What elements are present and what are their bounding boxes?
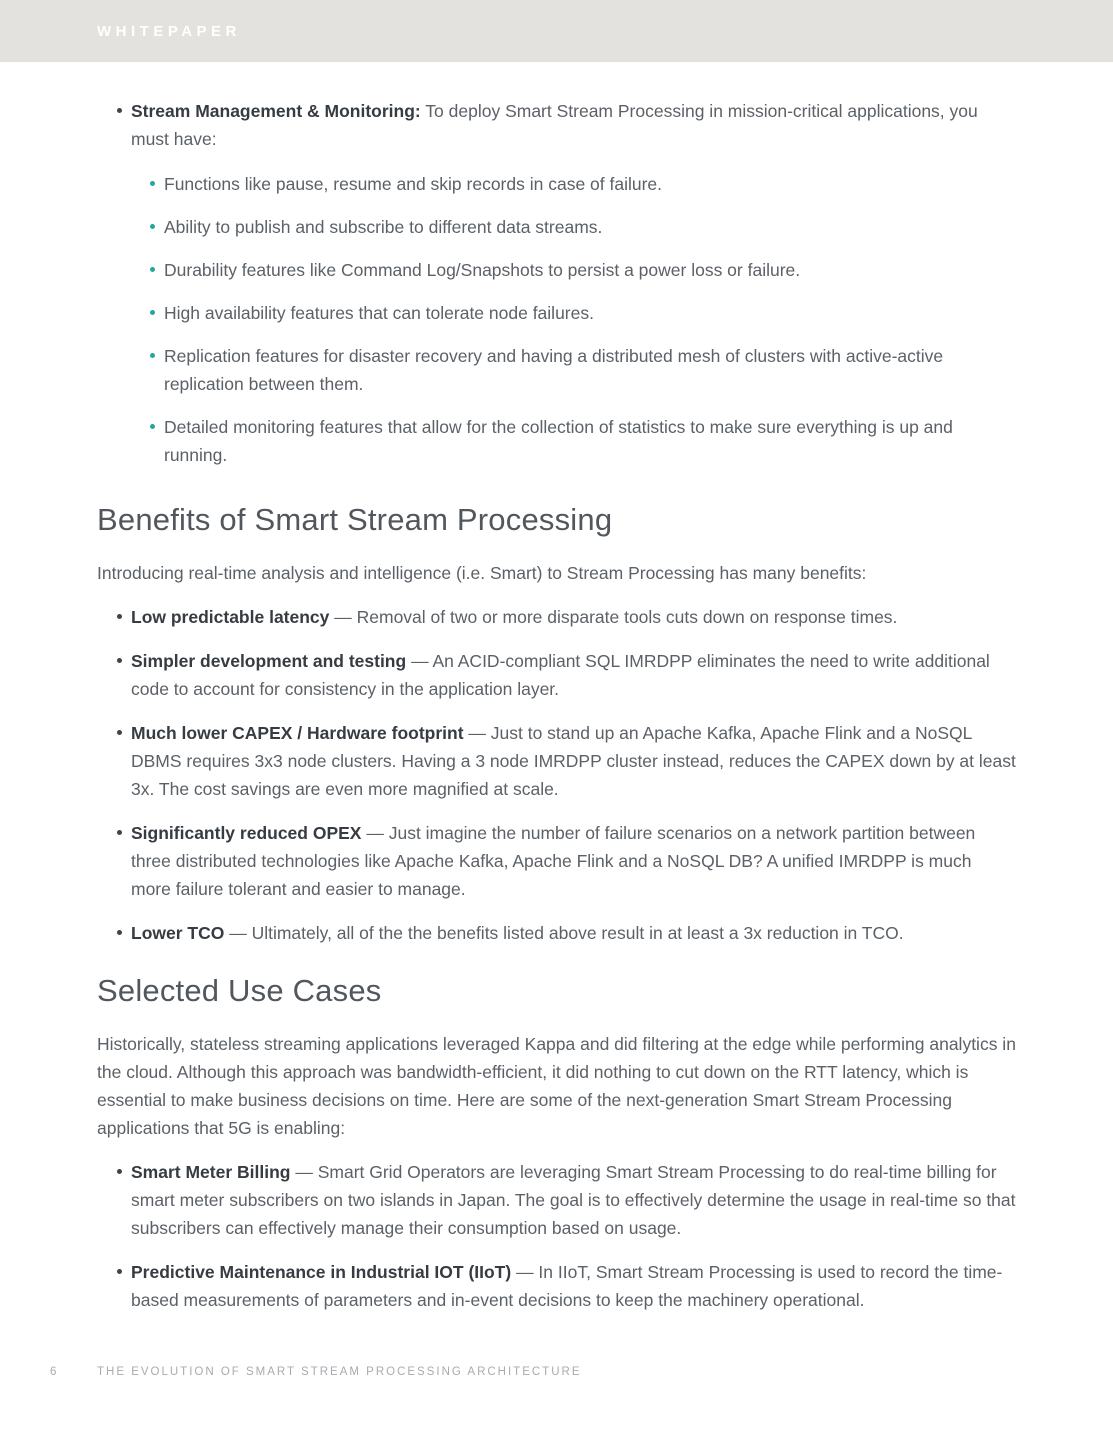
list-item-lead: Low predictable latency [131,607,330,627]
list-item [97,647,1016,703]
list-item-text [131,647,1016,703]
list-item-body: — Smart Grid Operators are leveraging Smart Stream Processing to do real-time billing for smart meter subscribers on two islands in Japan. The goal is to effectively determine the usage in real-time so that subscribers can effectively manage their consumption based on usage. [131,1162,1016,1238]
list-item-lead: Stream Management & Monitoring: [131,101,421,121]
section-heading-benefits: Benefits of Smart Stream Processing [97,502,613,537]
footer-title: THE EVOLUTION OF SMART STREAM PROCESSING ARCHITECTURE [97,1366,582,1378]
bullet-icon [117,108,122,113]
list-item [131,413,1016,469]
list-item [97,1258,1016,1314]
use-cases-intro: Historically, stateless streaming applications leveraged Kappa and did filtering at the edge while performing analytics in the cloud. Although this approach was bandwidth-efficient, it did nothing to cut down on the RTT latency, which is essential to make business decisions on time. Here are some of the next-generation Smart Stream Processing applications that 5G is enabling: [97,1034,1016,1138]
bullet-icon [117,1269,122,1274]
list-item-text: Ability to publish and subscribe to different data streams. [164,217,603,237]
list-item [97,97,1016,484]
list-item [97,819,1016,903]
bullet-icon [150,224,155,229]
list-item-paragraph [131,97,1016,153]
list-item-lead: Smart Meter Billing [131,1162,291,1182]
list-item-body: To deploy Smart Stream Processing in mission-critical applications, you must have: [131,101,978,149]
list-item [131,299,1016,327]
bullet-icon [150,181,155,186]
list-item-body: — Removal of two or more disparate tools cuts down on response times. [329,607,898,627]
list-item [131,213,1016,241]
list-item-text [131,97,1016,484]
page-content [0,62,1113,1314]
list-item-body: — In IIoT, Smart Stream Processing is used to record the time-based measurements of parameters and in-event decisions to keep the machinery operational. [131,1262,1003,1310]
list-item-text: Functions like pause, resume and skip records in case of failure. [164,174,663,194]
section-heading-use-cases: Selected Use Cases [97,973,382,1008]
list-item-text [131,1258,1016,1314]
benefits-intro: Introducing real-time analysis and intelligence (i.e. Smart) to Stream Processing has many benefits: [97,563,867,583]
bullet-icon [150,424,155,429]
bullet-icon [150,267,155,272]
list-item-lead: Lower TCO [131,923,225,943]
stream-management-sub-list [131,170,1016,469]
bullet-icon [117,614,122,619]
list-item-body: — An ACID-compliant SQL IMRDPP eliminates the need to write additional code to account for consistency in the application layer. [131,651,990,699]
list-item-lead: Significantly reduced OPEX [131,823,362,843]
list-item-body: — Just to stand up an Apache Kafka, Apache Flink and a NoSQL DBMS requires 3x3 node clusters. Having a 3 node IMRDPP cluster instead, reduces the CAPEX down by at least 3x. The cost savings are even more magnified at scale. [131,723,1016,799]
list-item [97,919,1016,947]
bullet-icon [117,930,122,935]
page-number: 6 [50,1366,59,1378]
list-item-text [131,1158,1016,1242]
bullet-icon [117,730,122,735]
list-item-text: Replication features for disaster recovery and having a distributed mesh of clusters with active-active replication between them. [164,346,944,394]
list-item [131,170,1016,198]
list-item [97,719,1016,803]
use-cases-list [97,1158,1016,1314]
bullet-icon [117,1169,122,1174]
list-item [131,256,1016,284]
list-item-body: — Just imagine the number of failure scenarios on a network partition between three distributed technologies like Apache Kafka, Apache Flink and a NoSQL DB? A unified IMRDPP is much more failure tolerant and easier to manage. [131,823,976,899]
bullet-icon [117,658,122,663]
header-bar [0,0,1113,62]
list-item-text: Detailed monitoring features that allow for the collection of statistics to make sure everything is up and running. [164,417,953,465]
list-item-lead: Much lower CAPEX / Hardware footprint [131,723,464,743]
benefits-list [97,603,1016,947]
list-item-text [131,919,1016,947]
list-item-text: High availability features that can tolerate node failures. [164,303,594,323]
list-item-lead: Simpler development and testing [131,651,407,671]
list-item-text [131,719,1016,803]
header-label: WHITEPAPER [97,22,241,40]
bullet-icon [150,310,155,315]
list-item [131,342,1016,398]
bullet-icon [117,830,122,835]
list-item-text [131,819,1016,903]
footer [0,1366,1113,1378]
list-item-lead: Predictive Maintenance in Industrial IOT (IIoT) [131,1262,512,1282]
bullet-icon [150,353,155,358]
list-item [97,1158,1016,1242]
list-item-text [131,603,1016,631]
stream-management-list [97,97,1016,484]
list-item [97,603,1016,631]
list-item-body: — Ultimately, all of the the benefits listed above result in at least a 3x reduction in TCO. [224,923,904,943]
list-item-text: Durability features like Command Log/Snapshots to persist a power loss or failure. [164,260,801,280]
